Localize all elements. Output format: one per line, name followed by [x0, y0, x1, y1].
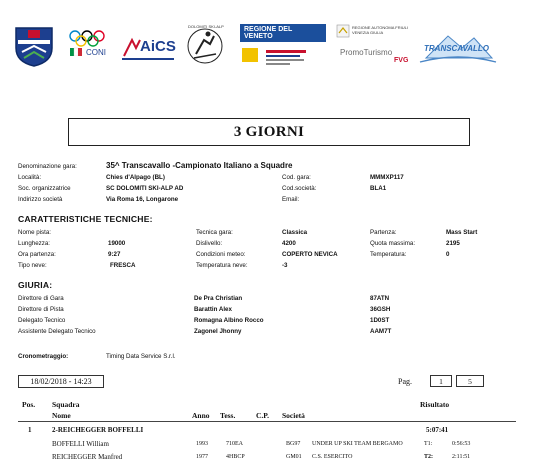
- title-box: [68, 118, 470, 146]
- page-label: Pag.: [398, 377, 412, 386]
- giuria-name: Zagonel Jhonny: [194, 328, 242, 335]
- table-header-divider: [18, 421, 516, 422]
- quota-value: 2195: [446, 240, 460, 247]
- cronometraggio-value: Timing Data Service S.r.l.: [106, 353, 176, 360]
- meteo-value: COPERTO NEVICA: [282, 251, 338, 258]
- member-name: BOFFELLI William: [52, 440, 109, 448]
- member-societa: C.S. ESERCITO: [312, 454, 353, 460]
- tecnica-value: Classica: [282, 229, 308, 236]
- aics-text: AiCS: [140, 38, 176, 55]
- member-anno: 1993: [196, 441, 208, 447]
- lunghezza-value: 19000: [108, 240, 126, 247]
- neve-value: FRESCA: [110, 262, 136, 269]
- dolomiti-skialp-logo: [186, 24, 224, 68]
- sponsor-logos: [0, 6, 534, 72]
- print-date: [18, 375, 104, 388]
- quota-label: Quota massima:: [370, 240, 416, 247]
- soc-value: SC DOLOMITI SKI-ALP AD: [106, 185, 184, 192]
- giuria-role: Direttore di Gara: [18, 295, 64, 302]
- tech-heading: CARATTERISTICHE TECNICHE:: [18, 214, 153, 224]
- member-tess: 710EA: [226, 441, 243, 447]
- page-title: 3 GIORNI: [233, 123, 305, 140]
- promoturismo-text: PromoTurismo: [340, 48, 393, 57]
- coni-text: CONI: [86, 48, 106, 57]
- dolomiti-text: DOLOMITI SKI-ALP: [188, 24, 224, 29]
- member-anno: 1977: [196, 454, 208, 460]
- giuria-code: 1D0ST: [370, 317, 390, 324]
- regione-veneto-bar: REGIONE DEL VENETO: [240, 24, 326, 42]
- nome-pista-label: Nome pista:: [18, 229, 52, 236]
- denominazione-label: Denominazione gara:: [18, 163, 77, 170]
- page-current: [430, 375, 452, 387]
- regione-veneto-logo: [240, 24, 326, 68]
- member-time: 0:56:53: [452, 441, 471, 447]
- giuria-heading: GIURIA:: [18, 280, 53, 290]
- coni-logo: [66, 28, 112, 68]
- promoturismo-fvg-logo: [336, 24, 412, 70]
- soc-label: Soc. organizzatrice: [18, 185, 71, 192]
- indirizzo-value: Via Roma 16, Longarone: [106, 196, 179, 203]
- temperatura-label: Temperatura:: [370, 251, 407, 258]
- dislivello-value: 4200: [282, 240, 296, 247]
- partenza-value: Mass Start: [446, 229, 478, 236]
- cp-header: C.P.: [256, 411, 270, 420]
- cod-gara-label: Cod. gara:: [282, 174, 311, 181]
- risultato-header: Risultato: [420, 400, 450, 409]
- anno-header: Anno: [192, 411, 210, 420]
- neve-label: Tipo neve:: [18, 262, 47, 269]
- member-time-label: T1:: [424, 441, 433, 447]
- member-soc-code: GM01: [286, 454, 302, 460]
- temp-neve-label: Temperatura neve:: [196, 262, 248, 269]
- tess-header: Tess.: [220, 411, 236, 420]
- fisi-logo: [12, 24, 56, 68]
- member-societa: UNDER UP SKI TEAM BERGAMO: [312, 441, 403, 447]
- print-date-text: 18/02/2018 - 14:23: [30, 377, 92, 386]
- member-soc-code: BG97: [286, 441, 301, 447]
- ora-label: Ora partenza:: [18, 251, 56, 258]
- cod-gara-value: MMMXP117: [370, 174, 404, 181]
- pos-header: Pos.: [22, 400, 36, 409]
- dislivello-label: Dislivello:: [196, 240, 223, 247]
- lunghezza-label: Lunghezza:: [18, 240, 50, 247]
- fvg-region-text: REGIONE AUTONOMA FRIULI VENEZIA GIULIA: [352, 25, 408, 35]
- member-time-label: T2:: [424, 454, 433, 460]
- transcavallo-text: TRANSCAVALLO: [424, 44, 490, 53]
- indirizzo-label: Indirizzo società: [18, 196, 63, 203]
- cod-soc-value: BLA1: [370, 185, 387, 192]
- page-total: [456, 375, 484, 387]
- aics-logo: [120, 34, 176, 64]
- ora-value: 9:27: [108, 251, 121, 258]
- page-current-text: 1: [439, 376, 443, 386]
- email-label: Email:: [282, 196, 300, 203]
- localita-label: Località:: [18, 174, 42, 181]
- transcavallo-logo: [418, 26, 498, 70]
- team-result: 5:07:41: [426, 426, 449, 434]
- veneto-partner-marks-icon: [240, 42, 326, 72]
- squadra-header: Squadra: [52, 400, 80, 409]
- giuria-role: Direttore di Pista: [18, 306, 64, 313]
- member-tess: 4HBCP: [226, 454, 245, 460]
- meteo-label: Condizioni meteo:: [196, 251, 246, 258]
- giuria-code: 36GSH: [370, 306, 391, 313]
- giuria-code: AAM7T: [370, 328, 392, 335]
- localita-value: Chies d'Alpago (BL): [106, 174, 165, 181]
- giuria-role: Assistente Delegato Tecnico: [18, 328, 96, 335]
- giuria-code: 87ATN: [370, 295, 390, 302]
- team-pos: 1: [28, 426, 32, 434]
- cod-soc-label: Cod.società:: [282, 185, 317, 192]
- temp-neve-value: -3: [282, 262, 288, 269]
- race-name: 35^ Transcavallo -Campionato Italiano a Squadre: [106, 161, 293, 170]
- tecnica-label: Tecnica gara:: [196, 229, 233, 236]
- giuria-name: Romagna Albino Rocco: [194, 317, 264, 324]
- cronometraggio-label: Cronometraggio:: [18, 353, 69, 360]
- nome-header: Nome: [52, 411, 71, 420]
- temperatura-value: 0: [446, 251, 450, 258]
- giuria-name: Barattin Alex: [194, 306, 232, 313]
- member-time: 2:11:51: [452, 454, 471, 460]
- member-name: REICHEGGER Manfred: [52, 453, 123, 461]
- societa-header: Società: [282, 411, 305, 420]
- giuria-role: Delegato Tecnico: [18, 317, 66, 324]
- partenza-label: Partenza:: [370, 229, 397, 236]
- giuria-name: De Pra Christian: [194, 295, 243, 302]
- skier-icon: [186, 24, 224, 68]
- fvg-text: FVG: [394, 57, 409, 64]
- team-name: 2-REICHEGGER BOFFELLI: [52, 426, 144, 434]
- page-total-text: 5: [468, 376, 472, 386]
- fvg-crest-icon: [336, 24, 350, 38]
